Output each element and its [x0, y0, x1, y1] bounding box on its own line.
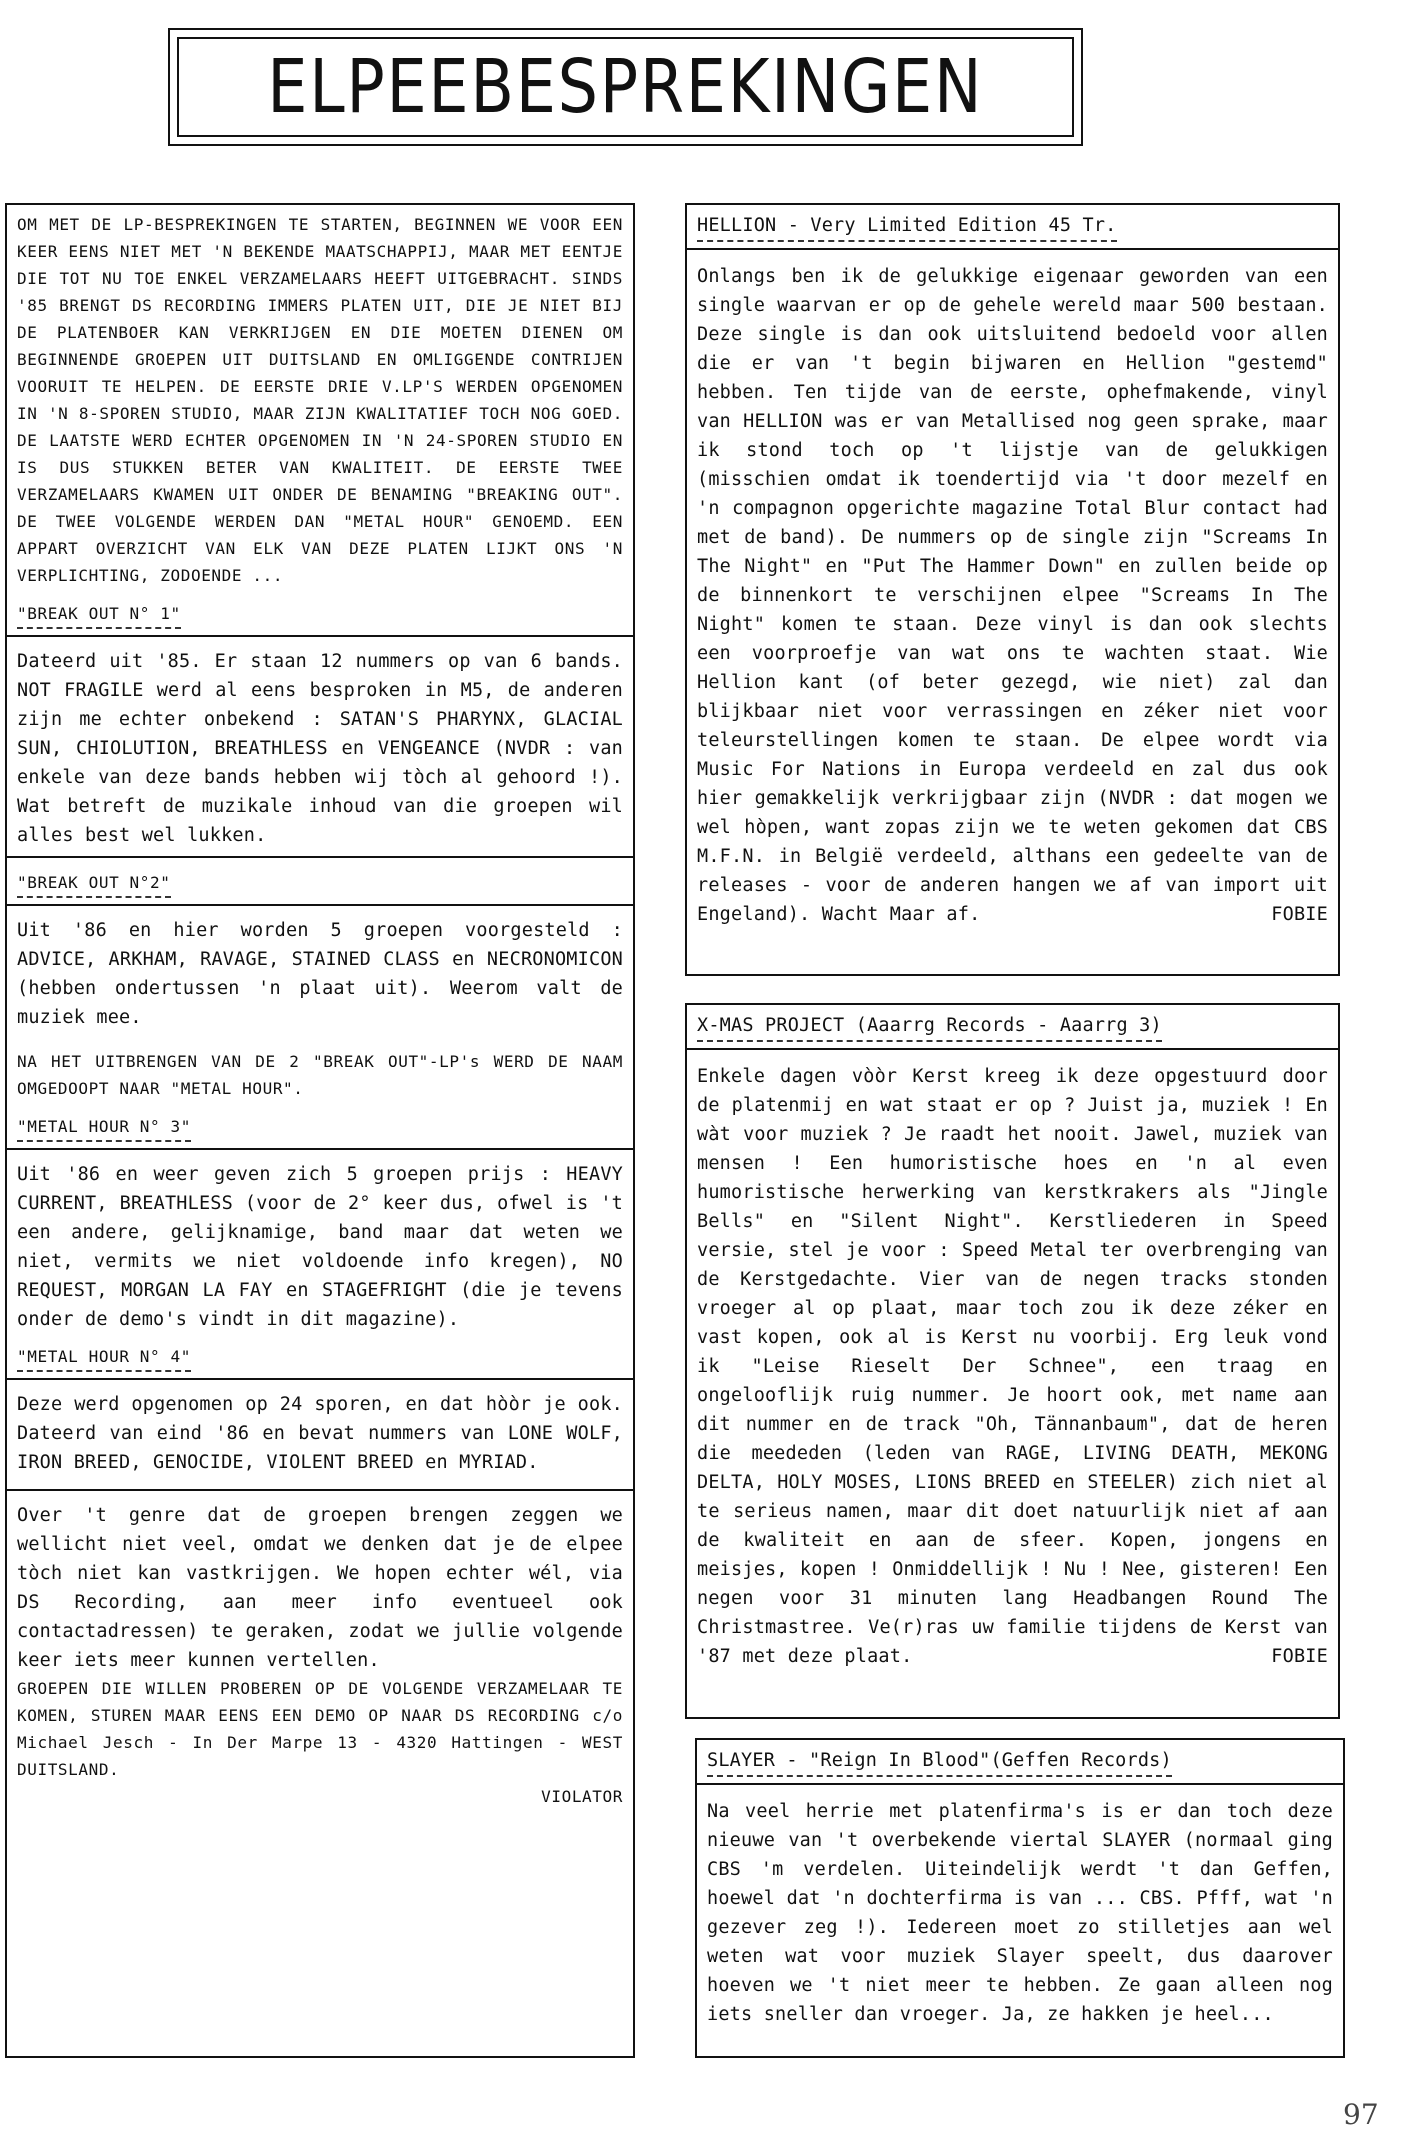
author-signature: FOBIE [1271, 1646, 1328, 1667]
genre-note: Over 't genre dat de groepen brengen zeggen we wellicht niet veel, omdat we denken dat je de elpee tòch niet kan vastkrijgen. We hopen echter wél, via DS Recording, aan meer info eventueel ook contactadressen) te geraken, zodat we jullie volgende keer iets meer kunnen vertellen. [17, 1505, 623, 1671]
slayer-text: Na veel herrie met platenfirma's is er dan toch deze nieuwe van 't overbekende viertal SLAYER (normaal ging CBS 'm verdelen. Uiteindelijk werdt 't dan Geffen, hoewel dat 'n dochterfirma is van ... CBS. Pfff, wat 'n gezever zeg !). Iedereen moet zo stilletjes aan wel weten wat voor muziek Slayer speelt, dus daarover hoeven we 't niet meer te hebben. Ze gaan alleen nog iets sneller dan vroeger. Ja, ze hakken je heel... [707, 1801, 1333, 2025]
hellion-heading: HELLION - Very Limited Edition 45 Tr. [697, 211, 1117, 242]
section-divider [7, 1378, 633, 1380]
page-title: ELPEEBESPREKINGEN [267, 44, 984, 130]
section-divider [7, 635, 633, 637]
break-out-2-text: Uit '86 en hier worden 5 groepen voorgesteld : ADVICE, ARKHAM, RAVAGE, STAINED CLASS en NECRONOMICON (hebben ondertussen 'n plaat uit). Weerom valt de muziek mee. [17, 920, 623, 1028]
heading-break-out-2: "BREAK OUT N°2" [17, 869, 171, 898]
ds-recording-review [5, 203, 635, 2058]
slayer-heading: SLAYER - "Reign In Blood"(Geffen Records) [707, 1746, 1172, 1777]
intro-paragraph: OM MET DE LP-BESPREKINGEN TE STARTEN, BEGINNEN WE VOOR EEN KEER EENS NIET MET 'N BEKENDE MAATSCHAPPIJ, MAAR MET EENTJE DIE TOT NU TOE ENKEL VERZAMELAARS HEEFT UITGEBRACHT. SINDS '85 BRENGT DS RECORDING IMMERS PLATEN UIT, DIE JE NIET BIJ DE PLATENBOER KAN VERKRIJGEN EN DIE MOETEN DIENEN OM BEGINNENDE GROEPEN UIT DUITSLAND EN OMLIGGENDE CONTRIJEN VOORUIT TE HELPEN. DE EERSTE DRIE V.LP'S WERDEN OPGENOMEN IN 'N 8-SPOREN STUDIO, MAAR ZIJN KWALITATIEF TOCH NOG GOED. DE LAATSTE WERD ECHTER OPGENOMEN IN 'N 24-SPOREN STUDIO EN IS DUS STUKKEN BETER VAN KWALITEIT. DE EERSTE TWEE VERZAMELAARS KWAMEN UIT ONDER DE BENAMING "BREAKING OUT". DE TWEE VOLGENDE WERDEN DAN "METAL HOUR" GENOEMD. EEN APPART OVERZICHT VAN ELK VAN DEZE PLATEN LIJKT ONS 'N VERPLICHTING, ZODOENDE ... [17, 215, 623, 585]
page-number: 97 [1343, 2098, 1379, 2131]
xmas-heading-row [697, 1011, 1328, 1042]
xmas-project-review [685, 1003, 1340, 1719]
section-divider [687, 248, 1338, 250]
break-out-1-text: Dateerd uit '85. Er staan 12 nummers op van 6 bands. NOT FRAGILE werd al eens besproken in M5, de anderen zijn me echter onbekend : SATAN'S PHARYNX, GLACIAL SUN, CHIOLUTION, BREATHLESS en VENGEANCE (NVDR : van enkele van deze bands hebben wij tòch al gehoord !). Wat betreft de muzikale inhoud van die groepen wil alles best wel lukken. [17, 651, 623, 846]
section-divider [7, 904, 633, 906]
section-divider [7, 1148, 633, 1150]
xmas-heading: X-MAS PROJECT (Aaarrg Records - Aaarrg 3) [697, 1011, 1162, 1042]
author-signature: VIOLATOR [541, 1787, 623, 1806]
page-title-inner-frame [177, 37, 1074, 137]
slayer-review [695, 1738, 1345, 2058]
heading-break-out-2-row [17, 868, 623, 898]
page-title-box [168, 28, 1083, 146]
metal-hour-3-text: Uit '86 en weer geven zich 5 groepen prijs : HEAVY CURRENT, BREATHLESS (voor de 2° keer dus, ofwel is 't een andere, gelijknamige, band maar dat weten we niet, vermits we niet voldoende info kregen), NO REQUEST, MORGAN LA FAY en STAGEFRIGHT (die je tevens onder de demo's vindt in dit magazine). [17, 1164, 623, 1330]
section-divider [7, 1489, 633, 1491]
heading-metal-hour-3-row [17, 1112, 623, 1142]
heading-metal-hour-3: "METAL HOUR N° 3" [17, 1113, 191, 1142]
heading-metal-hour-4-row [17, 1342, 623, 1372]
rename-note: NA HET UITBRENGEN VAN DE 2 "BREAK OUT"-LP's WERD DE NAAM OMGEDOOPT NAAR "METAL HOUR". [17, 1052, 623, 1098]
hellion-review [685, 203, 1340, 976]
heading-break-out-1: "BREAK OUT N° 1" [17, 600, 181, 629]
demo-call-to-action: GROEPEN DIE WILLEN PROBEREN OP DE VOLGENDE VERZAMELAAR TE KOMEN, STUREN MAAR EENS EEN DEMO OP NAAR DS RECORDING c/o Michael Jesch - In Der Marpe 13 - 4320 Hattingen - WEST DUITSLAND. [17, 1679, 623, 1779]
metal-hour-4-text: Deze werd opgenomen op 24 sporen, en dat hòòr je ook. Dateerd van eind '86 en bevat nummers van LONE WOLF, IRON BREED, GENOCIDE, VIOLENT BREED en MYRIAD. [17, 1394, 623, 1473]
section-divider [7, 856, 633, 858]
heading-break-out-1-row [17, 599, 623, 629]
author-signature: FOBIE [1271, 904, 1328, 925]
slayer-heading-row [707, 1746, 1333, 1777]
section-divider [697, 1783, 1343, 1785]
xmas-text: Enkele dagen vòòr Kerst kreeg ik deze opgestuurd door de platenmij en wat staat er op ? Juist ja, muziek ! En wàt voor muziek ? Je raadt het nooit. Jawel, muziek van mensen ! Een humoristische hoes en 'n al even humoristische herwerking van kerstkrakers als "Jingle Bells" en "Silent Night". Kerstliederen in Speed versie, stel je voor : Speed Metal ter overbrenging van de Kerstgedachte. Vier van de negen tracks stonden vroeger al op plaat, maar toch zou ik deze zéker en vast kopen, ook al is Kerst nu voorbij. Erg leuk vond ik "Leise Rieselt Der Schnee", een traag en ongelooflijk ruig nummer. Je hoort ook, met name aan dit nummer en de track "Oh, Tännanbaum", dat de heren die meededen (leden van RAGE, LIVING DEATH, MEKONG DELTA, HOLY MOSES, LIONS BREED en STEELER) zich niet al te serieus namen, maar dit doet natuurlijk niet af aan de kwaliteit en aan de sfeer. Kopen, jongens en meisjes, kopen ! Onmiddellijk ! Nu ! Nee, gisteren! Een negen voor 31 minuten lang Headbangen Round The Christmastree. Ve(r)ras uw familie tijdens de Kerst van '87 met deze plaat. [697, 1066, 1328, 1667]
hellion-text: Onlangs ben ik de gelukkige eigenaar geworden van een single waarvan er op de gehele wereld maar 500 bestaan. Deze single is dan ook uitsluitend bedoeld voor allen die er van 't begin bijwaren en Hellion "gestemd" hebben. Ten tijde van de eerste, ophefmakende, vinyl van HELLION was er van Metallised nog geen sprake, maar ik stond toch op 't lijstje van de gelukkigen (misschien omdat ik toendertijd via 't door mezelf en 'n compagnon opgerichte magazine Total Blur contact had met de band). De nummers op de single zijn "Screams In The Night" en "Put The Hammer Down" en zullen beide op de binnenkort te verschijnen elpee "Screams In The Night" komen te staan. Deze vinyl is dan ook slechts een voorproefje van wat ons te wachten staat. Wie Hellion kant (of beter gezegd, wie niet) zal dan blijkbaar niet voor verrassingen en zéker niet voor teleurstellingen komen te staan. De elpee wordt via Music For Nations in Europa verdeeld en zal dus ook hier gemakkelijk verkrijgbaar zijn (NVDR : dat mogen we wel hòpen, want zopas zijn we te weten gekomen dat CBS M.F.N. in België verdeeld, althans een gedeelte van de releases - voor de anderen hangen we af van import uit Engeland). Wacht Maar af. [697, 266, 1328, 925]
heading-metal-hour-4: "METAL HOUR N° 4" [17, 1343, 191, 1372]
hellion-heading-row [697, 211, 1328, 242]
section-divider [687, 1048, 1338, 1050]
